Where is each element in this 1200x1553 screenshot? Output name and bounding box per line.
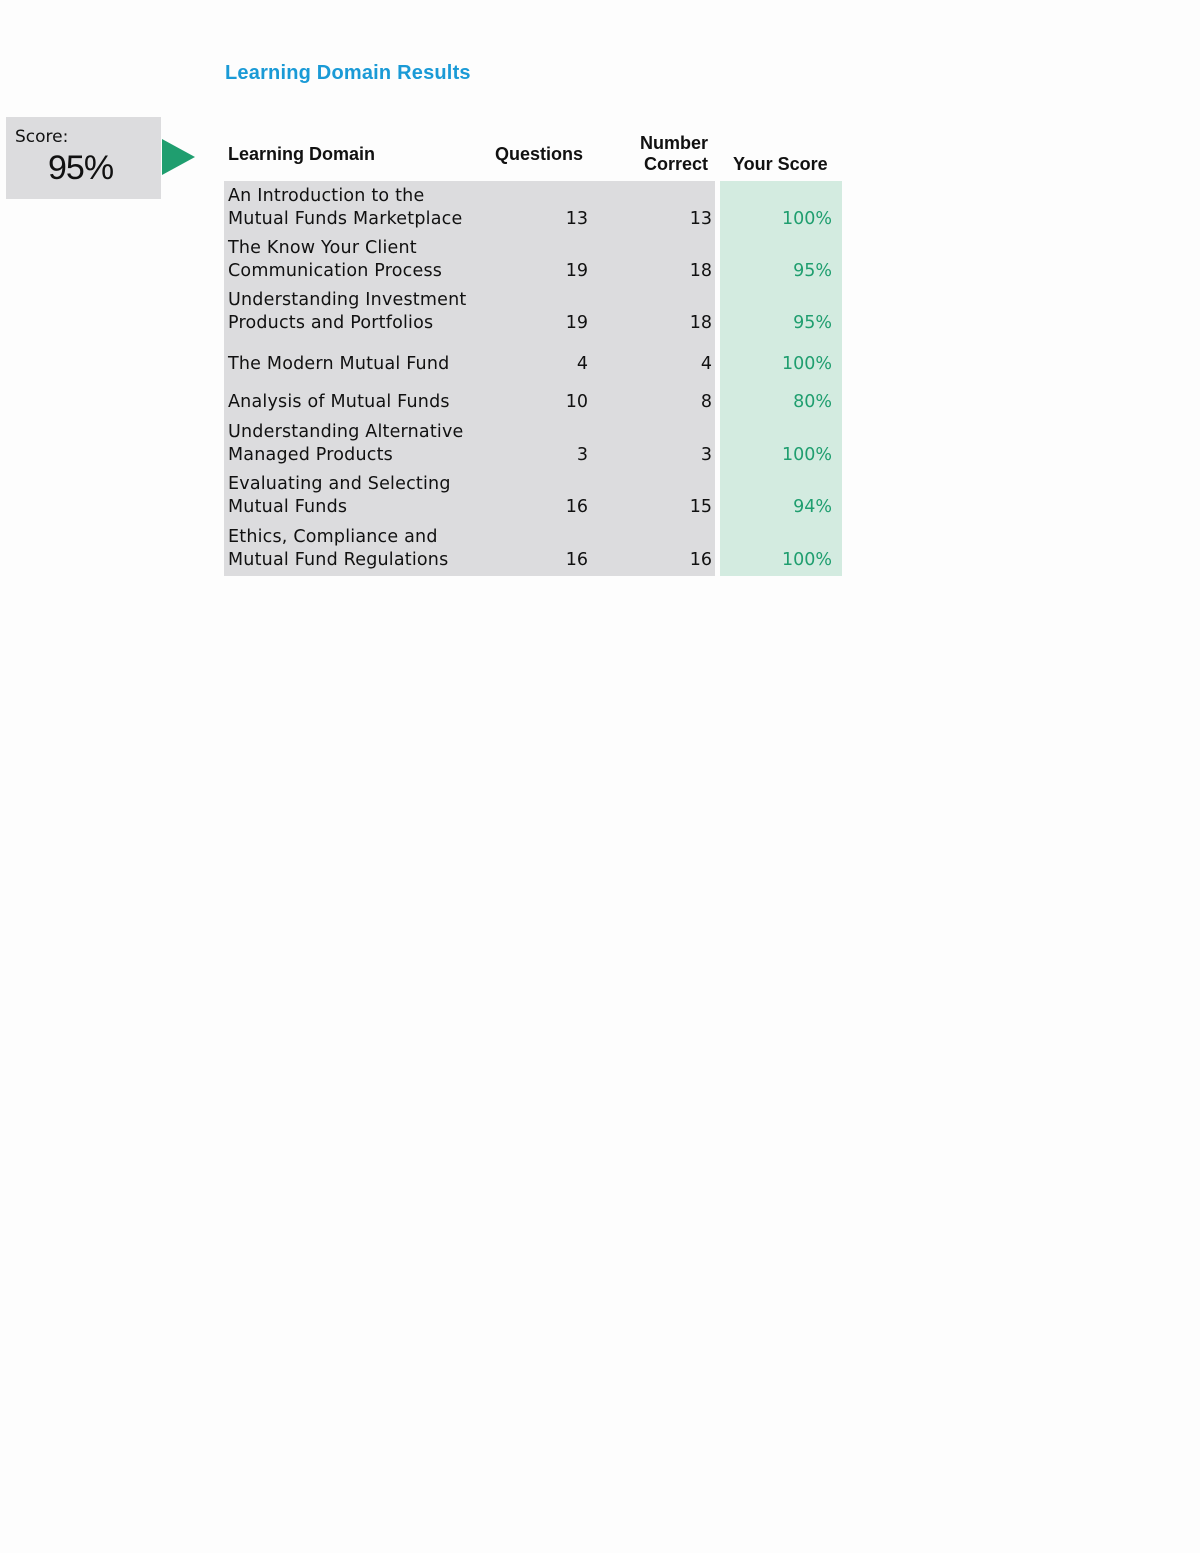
domain-name <box>228 185 490 231</box>
score-value: 95% <box>48 149 114 187</box>
correct-count: 4 <box>700 354 712 374</box>
domain-name-line2: The Modern Mutual Fund <box>228 354 450 374</box>
questions-count: 3 <box>576 445 588 465</box>
arrow-right-icon <box>162 139 195 175</box>
questions-count: 16 <box>565 550 588 570</box>
correct-count: 16 <box>689 550 712 570</box>
table-row <box>224 185 842 231</box>
header-your-score: Your Score <box>733 154 828 174</box>
domain-name-line2: Mutual Funds <box>228 497 348 517</box>
domain-score: 80% <box>793 392 832 412</box>
table-row <box>224 237 842 283</box>
domain-name-line1: Understanding Alternative <box>228 422 464 442</box>
header-number-correct-line1: Number <box>639 133 708 153</box>
domain-name-line2: Analysis of Mutual Funds <box>228 392 450 412</box>
table-row <box>224 473 842 519</box>
questions-count: 19 <box>565 313 588 333</box>
domain-name-line1: The Know Your Client <box>228 238 417 258</box>
questions-count: 19 <box>565 261 588 281</box>
correct-count: 18 <box>689 313 712 333</box>
questions-count: 4 <box>576 354 588 374</box>
correct-count: 18 <box>689 261 712 281</box>
correct-count: 15 <box>689 497 712 517</box>
domain-name <box>228 421 490 467</box>
domain-name <box>228 353 490 376</box>
domain-name-line1: Understanding Investment <box>228 290 467 310</box>
questions-count: 16 <box>565 497 588 517</box>
domain-score: 100% <box>781 354 832 374</box>
score-label: Score: <box>15 127 69 147</box>
correct-count: 13 <box>689 209 712 229</box>
domain-name <box>228 526 490 572</box>
domain-score: 94% <box>793 497 832 517</box>
domain-name <box>228 473 490 519</box>
domain-score: 95% <box>793 261 832 281</box>
domain-name-line2: Mutual Fund Regulations <box>228 550 449 570</box>
domain-name-line1: Evaluating and Selecting <box>228 474 451 494</box>
domain-name-line2: Managed Products <box>228 445 393 465</box>
questions-count: 10 <box>565 392 588 412</box>
correct-count: 8 <box>700 392 712 412</box>
table-row <box>224 526 842 572</box>
domain-name-line2: Products and Portfolios <box>228 313 434 333</box>
table-row <box>224 353 842 376</box>
table-row <box>224 289 842 335</box>
domain-name-line1: An Introduction to the <box>228 186 425 206</box>
domain-score: 95% <box>793 313 832 333</box>
header-number-correct-line2: Correct <box>643 154 708 174</box>
domain-score: 100% <box>781 209 832 229</box>
domain-name <box>228 289 490 335</box>
page-title: Learning Domain Results <box>225 62 471 84</box>
domain-name-line1: Ethics, Compliance and <box>228 527 438 547</box>
table-row <box>224 421 842 467</box>
domain-name <box>228 391 490 414</box>
header-number-correct <box>600 133 708 175</box>
domain-name-line2: Communication Process <box>228 261 443 281</box>
domain-score: 100% <box>781 550 832 570</box>
questions-count: 13 <box>565 209 588 229</box>
header-questions: Questions <box>495 144 584 164</box>
table-row <box>224 391 842 414</box>
overall-score-panel <box>6 117 161 199</box>
correct-count: 3 <box>700 445 712 465</box>
domain-name <box>228 237 490 283</box>
domain-name-line2: Mutual Funds Marketplace <box>228 209 463 229</box>
header-learning-domain: Learning Domain <box>228 144 376 164</box>
domain-score: 100% <box>781 445 832 465</box>
